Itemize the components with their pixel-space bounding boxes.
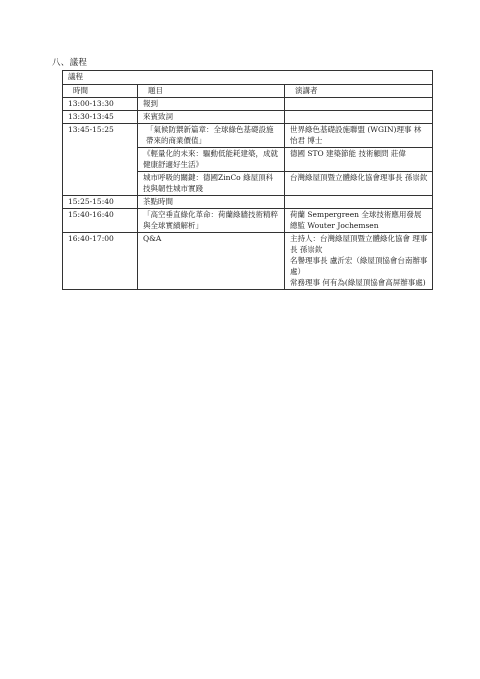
table-row	[63, 124, 433, 148]
table-caption: 議程	[63, 71, 433, 85]
topic-cell: 《輕量化的未來：驅動低能耗建築，成就健康舒適好生活》	[138, 148, 285, 172]
table-header-row	[63, 85, 433, 98]
topic-cell: 城市呼吸的關鍵：德國ZinCo 綠屋頂科技與韌性城市實踐	[138, 172, 285, 196]
table-row	[63, 209, 433, 233]
column-header-speaker: 演講者	[285, 85, 433, 98]
speaker-line: 主持人：台灣綠屋頂暨立體綠化協會 理事長 孫崇欽	[290, 234, 428, 254]
topic-cell: 「氣候防禦新篇章：全球綠色基礎設施帶來的商業價值」	[138, 124, 285, 148]
speaker-cell	[285, 233, 433, 290]
speaker-line: 常務理事 何有為(綠屋頂協會高屏辦事處)	[290, 278, 426, 287]
table-row	[63, 233, 433, 290]
speaker-cell: 德國 STO 建築節能 技術顧問 莊偉	[285, 148, 433, 172]
topic-cell: 「高空垂直綠化革命：荷蘭綠牆技術精粹與全球實績解析」	[138, 209, 285, 233]
table-row	[63, 196, 433, 209]
time-cell: 15:40-16:40	[63, 209, 138, 233]
speaker-line: 名譽理事長 盧沂宏（綠屋頂協會台南辦事處）	[290, 256, 428, 276]
table-row	[63, 111, 433, 124]
topic-cell: 報到	[138, 98, 285, 111]
speaker-cell: 台灣綠屋頂暨立體綠化協會理事長 孫崇欽	[285, 172, 433, 196]
speaker-cell: 荷蘭 Sempergreen 全球技術應用發展總監 Wouter Jochemsen	[285, 209, 433, 233]
time-cell: 13:30-13:45	[63, 111, 138, 124]
table-row	[63, 98, 433, 111]
speaker-cell	[285, 111, 433, 124]
column-header-topic: 題目	[138, 85, 285, 98]
time-cell: 13:00-13:30	[63, 98, 138, 111]
speaker-cell	[285, 98, 433, 111]
agenda-table	[62, 70, 433, 290]
section-heading: 八、議程	[52, 58, 88, 68]
topic-cell: 茶點時間	[138, 196, 285, 209]
time-cell: 16:40-17:00	[63, 233, 138, 290]
speaker-cell: 世界綠色基礎設施聯盟 (WGIN)理事 林怡君 博士	[285, 124, 433, 148]
time-cell: 15:25-15:40	[63, 196, 138, 209]
column-header-time: 時間	[63, 85, 138, 98]
topic-cell: 來賓致詞	[138, 111, 285, 124]
topic-cell: Q&A	[138, 233, 285, 290]
time-cell: 13:45-15:25	[63, 124, 138, 196]
speaker-cell	[285, 196, 433, 209]
